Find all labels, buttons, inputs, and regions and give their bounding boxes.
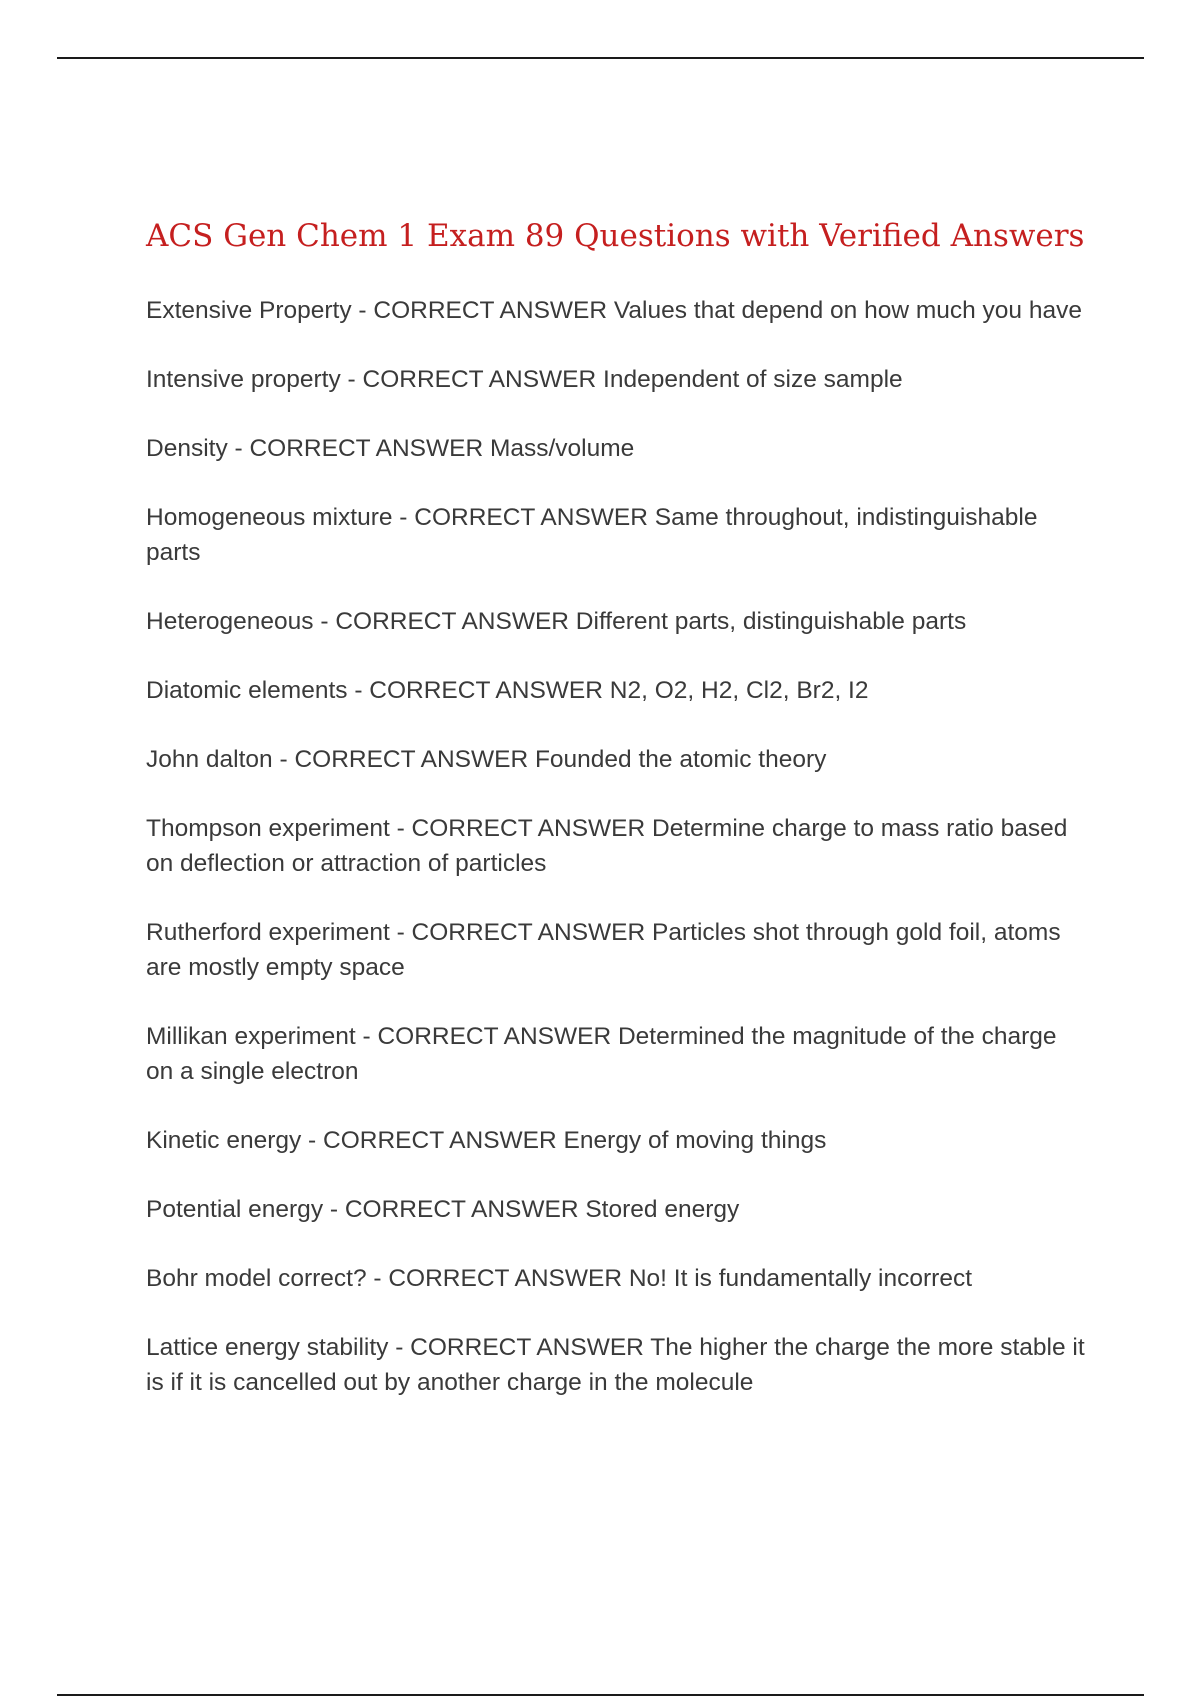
qa-entry xyxy=(146,604,1086,639)
header-rule xyxy=(57,57,1144,59)
qa-entry xyxy=(146,1123,1086,1158)
qa-entry-text: Diatomic elements - CORRECT ANSWER N2, O2, H2, Cl2, Br2, I2 xyxy=(146,677,869,704)
qa-entry xyxy=(146,1019,1086,1089)
qa-entry xyxy=(146,673,1086,708)
qa-entry xyxy=(146,1192,1086,1227)
qa-entry xyxy=(146,362,1086,397)
qa-entry xyxy=(146,1261,1086,1296)
qa-entry-text: Homogeneous mixture - CORRECT ANSWER Same throughout, indistinguishable parts xyxy=(146,504,1038,566)
qa-entry xyxy=(146,1330,1086,1400)
qa-entry-text: Bohr model correct? - CORRECT ANSWER No! It is fundamentally incorrect xyxy=(146,1265,973,1292)
qa-list xyxy=(146,293,1086,1434)
qa-entry xyxy=(146,431,1086,466)
footer-rule xyxy=(57,1694,1144,1696)
qa-entry-text: Rutherford experiment - CORRECT ANSWER Particles shot through gold foil, atoms are mostly empty space xyxy=(146,919,1061,981)
qa-entry xyxy=(146,742,1086,777)
qa-entry-text: Heterogeneous - CORRECT ANSWER Different parts, distinguishable parts xyxy=(146,608,967,635)
qa-entry-text: John dalton - CORRECT ANSWER Founded the atomic theory xyxy=(146,746,827,773)
qa-entry xyxy=(146,500,1086,570)
qa-entry-text: Thompson experiment - CORRECT ANSWER Determine charge to mass ratio based on deflection or attraction of particles xyxy=(146,815,1068,877)
qa-entry xyxy=(146,293,1086,328)
qa-entry-text: Kinetic energy - CORRECT ANSWER Energy of moving things xyxy=(146,1127,827,1154)
qa-entry-text: Density - CORRECT ANSWER Mass/volume xyxy=(146,435,635,462)
qa-entry-text: Lattice energy stability - CORRECT ANSWER The higher the charge the more stable it is if it is cancelled out by another charge in the molecule xyxy=(146,1334,1085,1396)
qa-entry xyxy=(146,811,1086,881)
document-title: ACS Gen Chem 1 Exam 89 Questions with Verified Answers xyxy=(146,218,1085,254)
qa-entry-text: Extensive Property - CORRECT ANSWER Values that depend on how much you have xyxy=(146,297,1082,324)
qa-entry-text: Millikan experiment - CORRECT ANSWER Determined the magnitude of the charge on a single electron xyxy=(146,1023,1057,1085)
qa-entry xyxy=(146,915,1086,985)
qa-entry-text: Intensive property - CORRECT ANSWER Independent of size sample xyxy=(146,366,903,393)
qa-entry-text: Potential energy - CORRECT ANSWER Stored energy xyxy=(146,1196,740,1223)
